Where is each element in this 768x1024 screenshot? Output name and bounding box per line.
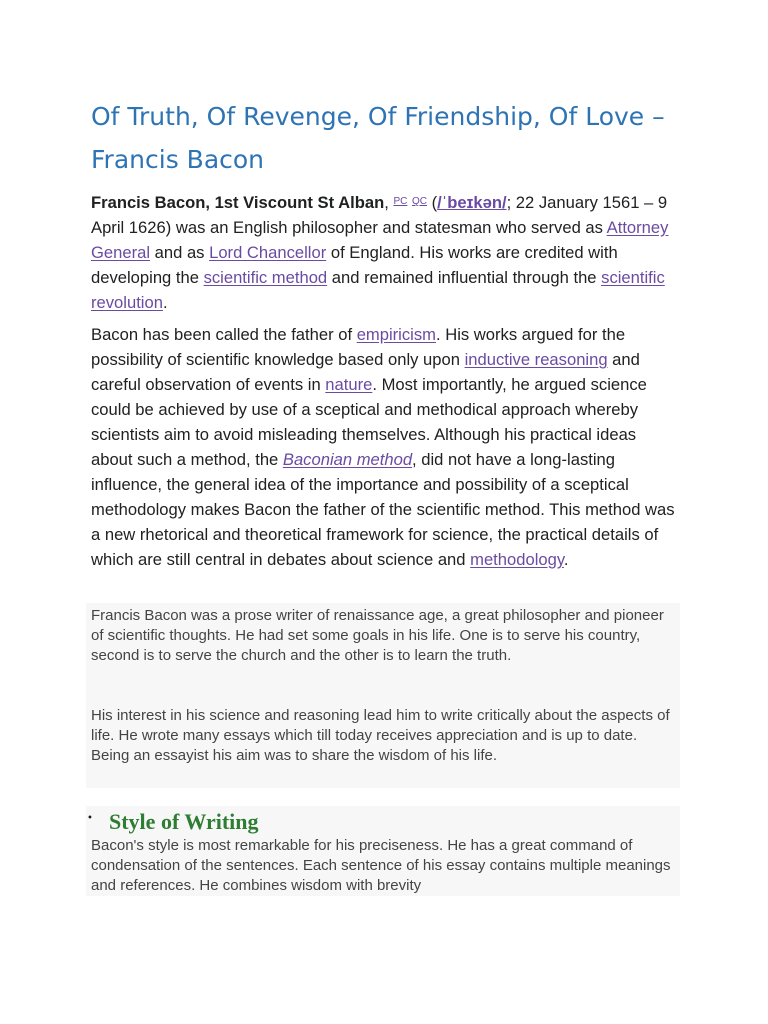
para-text: , did not have a long-lasting influence, the general idea of the importance and possibility of a sceptical methodology makes Bacon the father of the scientific method. This method was a new rhetorical and theoretical framework for science, the practical details of which are still central in debates about science and xyxy=(91,450,675,569)
intro-text: . xyxy=(162,293,168,312)
empiricism-paragraph xyxy=(91,322,681,572)
nature-link[interactable]: nature xyxy=(325,375,373,394)
baconian-method-link[interactable]: Baconian method xyxy=(282,450,413,469)
intro-paragraph xyxy=(91,189,681,315)
intro-text: and remained influential through the xyxy=(327,268,602,287)
para-text: . xyxy=(563,550,569,569)
scientific-revolution-link[interactable]: scientific revolution xyxy=(91,268,665,312)
lord-chancellor-link[interactable]: Lord Chancellor xyxy=(209,243,327,262)
scientific-method-link[interactable]: scientific method xyxy=(203,268,328,287)
empiricism-link[interactable]: empiricism xyxy=(356,325,436,344)
intro-text: ; 22 January 1561 – 9 April 1626) was an English philosopher and statesman who served as xyxy=(91,193,668,237)
methodology-link[interactable]: methodology xyxy=(470,550,564,569)
summary-paragraph-2: His interest in his science and reasoning lead him to write critically about the aspects of life. He wrote many essays which till today receives appreciation and is up to date. Being an essayist his aim was to share the wisdom of his life. xyxy=(91,707,670,765)
bullet-icon: • xyxy=(87,813,93,824)
summary-paragraph-1: Francis Bacon was a prose writer of renaissance age, a great philosopher and pioneer of scientific thoughts. He had set some goals in his life. One is to serve his country, second is to serve the church and the other is to learn the truth. xyxy=(91,607,664,665)
para-text: . His works argued for the possibility of scientific knowledge based only upon xyxy=(91,325,626,369)
qc-link[interactable]: QC xyxy=(412,196,427,207)
style-paragraph: Bacon's style is most remarkable for his preciseness. He has a great command of condensation of the sentences. Each sentence of his essay contains multiple meanings and references. He combines wisdom with brevity xyxy=(91,837,671,895)
subject-name: Francis Bacon, 1st Viscount St Alban xyxy=(91,193,385,212)
inductive-reasoning-link[interactable]: inductive reasoning xyxy=(464,350,608,369)
page-title: Of Truth, Of Revenge, Of Friendship, Of Love – Francis Bacon xyxy=(91,102,665,174)
pc-link[interactable]: PC xyxy=(393,196,408,207)
intro-text: of England. His works are credited with developing the xyxy=(91,243,618,287)
intro-text: ( xyxy=(427,193,438,212)
style-heading: Style of Writing xyxy=(109,809,259,834)
intro-text: , xyxy=(384,193,394,212)
para-text: and careful observation of events in xyxy=(91,350,640,394)
para-text: Bacon has been called the father of xyxy=(91,325,357,344)
attorney-general-link[interactable]: Attorney General xyxy=(91,218,669,262)
intro-text: and as xyxy=(150,243,210,262)
para-text: . Most importantly, he argued science could be achieved by use of a sceptical and methodical approach whereby scientists aim to avoid misleading themselves. Although his practical ideas about such a method, the xyxy=(91,375,647,469)
pronunciation-link[interactable]: /ˈbeɪkən/ xyxy=(437,193,507,212)
